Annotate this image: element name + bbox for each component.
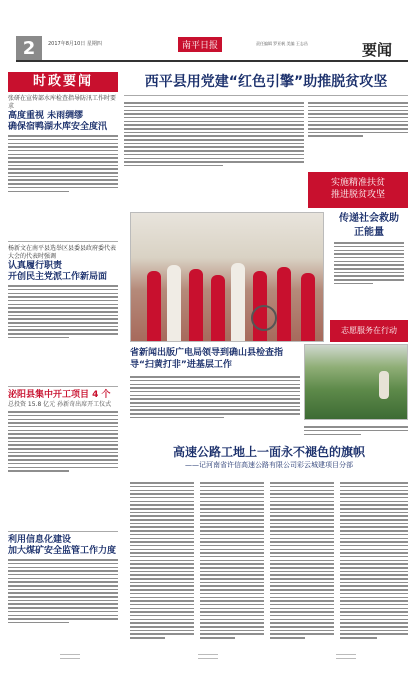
banner-line-1: 实施精准扶贫 xyxy=(330,178,385,188)
story-body xyxy=(8,559,118,623)
banner-line-2: 推进脱贫攻坚 xyxy=(330,190,385,200)
story-headline: 认真履行职责 xyxy=(8,261,63,271)
campaign-banner xyxy=(308,172,408,208)
feature-subline: ——记河南省许信高速公路有限公司彩云城建项目分部 xyxy=(185,461,353,469)
masthead xyxy=(8,36,408,66)
footer-ornament-left xyxy=(60,654,80,659)
lotus-pond-photo xyxy=(304,344,408,420)
volunteer-photo xyxy=(130,212,324,342)
news-subhead[interactable]: 省新闻出版广电局领导到确山县检查指导“扫黄打非”进基层工作 xyxy=(130,348,284,370)
sidebar-news xyxy=(8,72,118,668)
volunteer-sidebox xyxy=(330,212,408,342)
lead-article-body xyxy=(124,100,304,169)
sidebox-head-1: 传递社会救助 xyxy=(339,213,399,224)
story-headline: 泌阳县集中开工项目 4 个 xyxy=(8,390,111,400)
story-body xyxy=(8,135,118,192)
sidebox-footer: 志愿服务在行动 xyxy=(330,320,408,342)
sidebar-story-1[interactable] xyxy=(8,92,118,242)
lead-article-body-right xyxy=(308,100,408,139)
feature-col-3 xyxy=(270,480,334,641)
story-kicker: 杨新文在南平县选举区县委县政府委代表大会的代表时强调 xyxy=(8,245,117,260)
footer-ornament-right xyxy=(336,654,356,659)
date-line: 2017年8月10日 星期四 xyxy=(48,41,102,47)
feature-col-1 xyxy=(130,480,194,641)
story-body xyxy=(8,411,118,472)
story-headline: 加大煤矿安全监管工作力度 xyxy=(8,546,117,556)
story-kicker: 利用信息化建设 xyxy=(8,535,72,545)
main-article-area xyxy=(124,72,408,668)
page-number: 2 xyxy=(16,36,42,62)
editor-line: 责任编辑 罗亚帆 美编 王志昌 xyxy=(256,41,308,46)
feature-col-2 xyxy=(200,480,264,641)
feature-headline: 高速公路工地上一面永不褪色的旗帜 xyxy=(172,445,365,459)
sidebar-story-3[interactable] xyxy=(8,387,118,532)
story-subhead: 总投资 15.8 亿元 孙新奇出席开工仪式 xyxy=(8,401,112,408)
news-body xyxy=(130,374,300,420)
story-kicker: 张研在宣传部水库检查指导防汛工作时要求 xyxy=(8,95,117,110)
newspaper-logo: 南平日报 xyxy=(178,37,222,52)
feature-heading[interactable] xyxy=(130,444,408,470)
footer-ornament-center xyxy=(198,654,218,659)
story-headline: 高度重视 未雨绸缪 xyxy=(8,111,84,121)
sidebox-head-2: 正能量 xyxy=(354,227,384,238)
feature-col-4 xyxy=(340,480,408,641)
story-body xyxy=(8,285,118,338)
sidebar-story-2[interactable] xyxy=(8,242,118,387)
story-subhead: 确保宿鸭湖水库安全度汛 xyxy=(8,122,108,132)
story-subhead: 开创民主党派工作新局面 xyxy=(8,272,108,282)
photo-caption xyxy=(304,424,408,437)
section-name: 要闻 xyxy=(362,41,393,59)
sidebar-title: 时政要闻 xyxy=(8,72,118,92)
sidebar-story-4[interactable] xyxy=(8,532,118,662)
main-headline[interactable]: 西平县用党建“红色引擎”助推脱贫攻坚 xyxy=(124,72,408,96)
masthead-rule xyxy=(16,60,408,62)
